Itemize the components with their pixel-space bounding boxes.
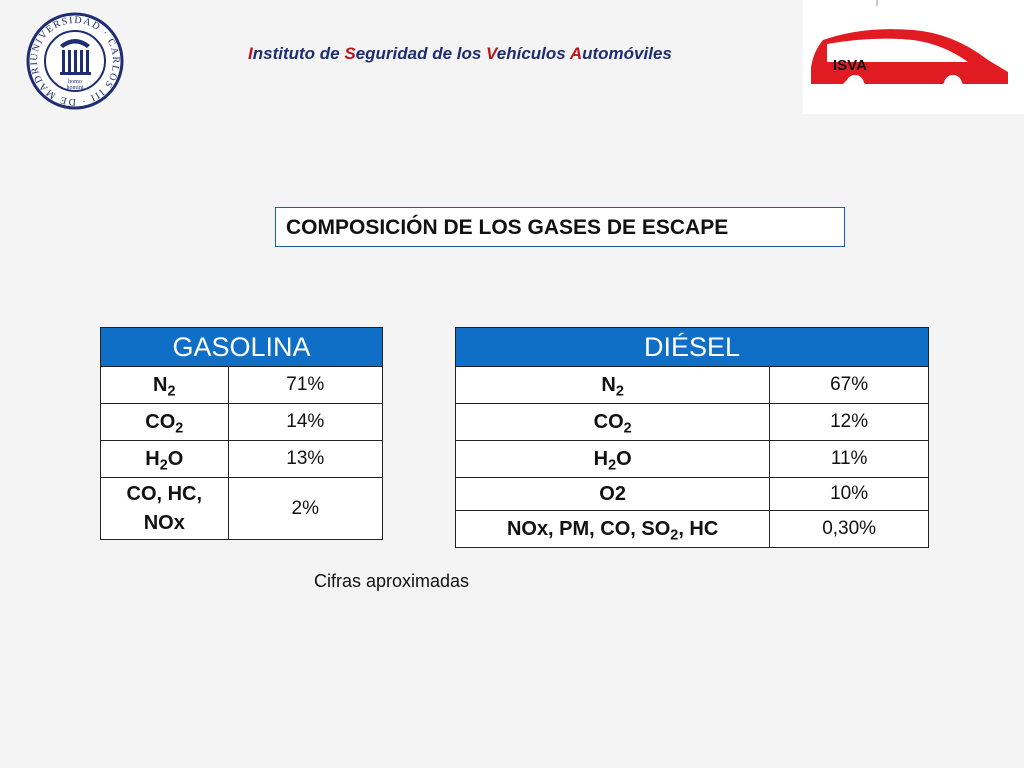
- compound-value: 13%: [228, 441, 382, 478]
- table-row: [456, 511, 929, 548]
- compound-name: $N_2$: [456, 367, 770, 404]
- compound-name: O2: [456, 478, 770, 511]
- compound-value: 71%: [228, 367, 382, 404]
- compound-name: CO, HC, NOx: [101, 478, 229, 540]
- compound-name: $CO_2$: [456, 404, 770, 441]
- diesel-title: DIÉSEL: [456, 328, 929, 367]
- compound-name: NOx, PM, CO, $SO_2$, HC: [456, 511, 770, 548]
- compound-value: 11%: [770, 441, 929, 478]
- compound-value: 0,30%: [770, 511, 929, 548]
- section-heading-box: [275, 207, 845, 247]
- table-row: [456, 478, 929, 511]
- table-row: [101, 367, 383, 404]
- isva-logo: [803, 0, 1024, 114]
- compound-value: 2%: [228, 478, 382, 540]
- table-row: [101, 404, 383, 441]
- approximate-figures-note: Cifras aproximadas: [314, 571, 470, 591]
- gasolina-table: [100, 327, 383, 540]
- svg-text:homini: homini: [66, 85, 84, 91]
- svg-text:homo: homo: [68, 79, 82, 85]
- compound-value: 14%: [228, 404, 382, 441]
- table-row: [456, 441, 929, 478]
- university-seal-logo: [24, 12, 126, 110]
- section-heading: COMPOSICIÓN DE LOS GASES DE ESCAPE: [286, 216, 729, 239]
- compound-name: $H_2O$: [101, 441, 229, 478]
- gasolina-title: GASOLINA: [101, 328, 383, 367]
- table-row: [456, 367, 929, 404]
- compound-name: $CO_2$: [101, 404, 229, 441]
- table-row: [101, 441, 383, 478]
- table-row: [101, 478, 383, 540]
- compound-value: 10%: [770, 478, 929, 511]
- institute-title: Instituto de Seguridad de los Vehículos Automóviles: [248, 44, 672, 63]
- table-row: [456, 404, 929, 441]
- compound-value: 67%: [770, 367, 929, 404]
- compound-name: $N_2$: [101, 367, 229, 404]
- compound-value: 12%: [770, 404, 929, 441]
- compound-name: $H_2O$: [456, 441, 770, 478]
- diesel-table: [455, 327, 929, 548]
- isva-logo-text: ISVA: [833, 57, 867, 74]
- svg-text:UNIVERSIDAD · CARLOS III · DE: UNIVERSIDAD · CARLOS III · DE MADRI: [28, 14, 122, 108]
